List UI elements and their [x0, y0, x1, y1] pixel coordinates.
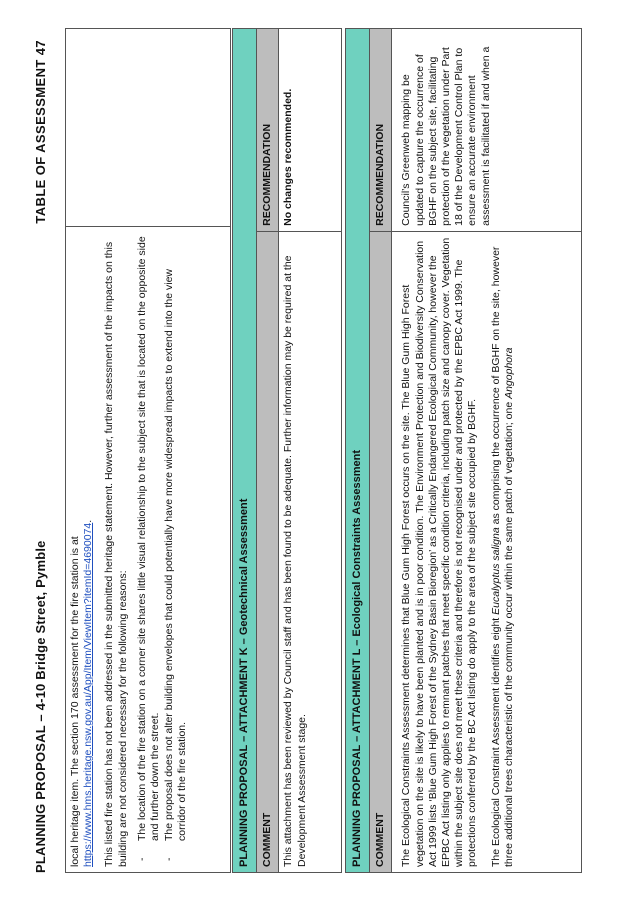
heritage-bullet: - The location of the fire station on a corner site shares little visual relationship to the subject site that is located on the opposite side and further down the street. — [136, 232, 162, 849]
heritage-recommendation-cell — [66, 29, 231, 227]
geotechnical-recommendation: No changes recommended. — [279, 29, 342, 232]
ecological-para2-text-a: The Ecological Constraint Assessment identifies eight — [489, 614, 502, 867]
geotechnical-title: PLANNING PROPOSAL – ATTACHMENT K – Geotechnical Assessment — [233, 29, 257, 873]
heritage-line1: local heritage item. The section 170 assessment for the fire station is at — [69, 536, 81, 867]
ecological-recommendation: Council’s Greenweb mapping be updated to capture the occurrence of BGHF on the subject site, facilitating protection of the vegetation under Part 18 of the Development Control Plan to ensure an accurate environment assessment is facilitated if and when a — [392, 29, 582, 232]
geotechnical-comment: This attachment has been reviewed by Council staff and has been found to be adequate. Further information may be required at the Development Assessment stage. — [279, 231, 342, 872]
ecological-para2-genus: Angophora — [502, 347, 515, 399]
page-header-section: TABLE OF ASSESSMENT 47 — [33, 40, 48, 224]
heritage-paragraph: This listed fire station has not been addressed in the submitted heritage statement. However, further assessment of the impacts on this building are not considered necessary for the following reasons: — [103, 241, 129, 867]
heritage-table — [65, 28, 231, 873]
heritage-link[interactable]: https://www.hms.heritage.nsw.gov.au/App/Item/ViewItem?itemId=4690074 — [82, 522, 95, 867]
ecological-para2-text-b: as comprising the occurrence of BGHF on the site, however three additional trees characteristic of the community occur within the same patch of vegetation; one — [489, 246, 515, 867]
ecological-title: PLANNING PROPOSAL – ATTACHMENT L – Ecological Constraints Assessment — [346, 29, 370, 873]
heritage-comment-cell — [66, 227, 231, 873]
ecological-paragraph-2 — [490, 237, 516, 867]
ecological-paragraph-1: The Ecological Constraints Assessment determines that Blue Gum High Forest occurs on the site. The Blue Gum High Forest vegetation on the site is likely to have been planted and is in poor condition. The Environment Protection and Biodiversity Conservation Act 1999 lists ‘Blue Gum High Forest of the Sydney Basin Bioregion’ as a Critically Endangered Ecological Community, however the EPBC Act listing only applies to remnant patches that meet specific condition criteria, including patch size and canopy cover. Vegetation within the subject site does not meet these criteria and therefore is not recognised under and protected by the EPBC Act 1999. The protections conferred by the BC Act listing do apply to the area of the subject site occupied by BGHF. — [400, 237, 479, 867]
ecological-table — [345, 28, 582, 873]
ecological-para2-species: Eucalyptus saligna — [489, 527, 502, 615]
geotechnical-table — [232, 28, 342, 873]
ecological-recommendation-header: RECOMMENDATION — [370, 29, 392, 232]
geotechnical-comment-header: COMMENT — [257, 231, 279, 872]
heritage-link-suffix: . — [82, 519, 95, 523]
geotechnical-recommendation-header: RECOMMENDATION — [257, 29, 279, 232]
ecological-comment-cell — [392, 231, 582, 872]
ecological-comment-header: COMMENT — [370, 231, 392, 872]
heritage-intro — [69, 232, 95, 867]
heritage-bullet: - The proposal does not alter building envelopes that could potentially have more widespread impacts to extend into the view corridor of the fire station. — [163, 232, 189, 849]
page-header-title: PLANNING PROPOSAL – 4-10 Bridge Street, Pymble — [33, 540, 48, 873]
heritage-bullets — [136, 232, 190, 867]
